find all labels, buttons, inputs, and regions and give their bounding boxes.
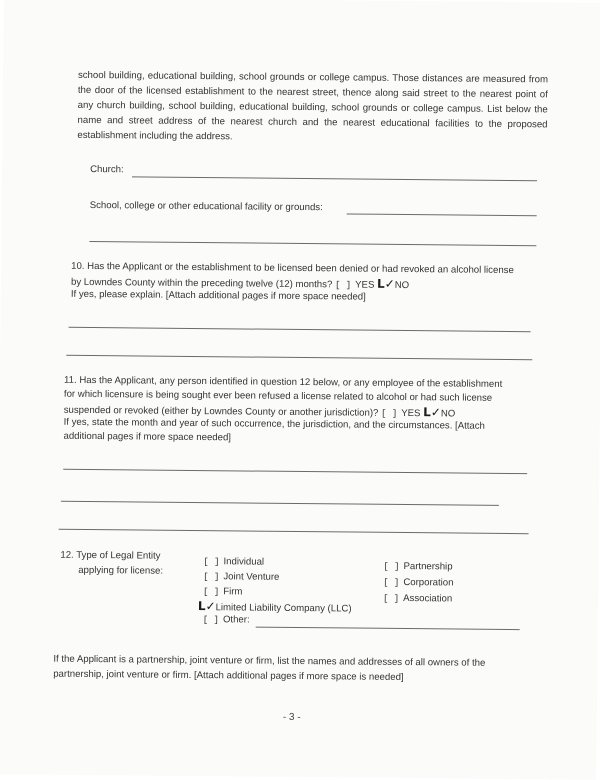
q11-no-label: NO	[440, 408, 456, 420]
q11-line5: additional pages if more space needed]	[63, 430, 232, 444]
q12-other-label: Other:	[222, 614, 250, 626]
q10-yes-label: YES	[355, 279, 375, 291]
intro-paragraph: school building, educational building, school grounds or college campus. Those distances are measured from the door of the licensed establishment to the nearest street, thence along said street to the nearest point of any church building, school building, educational building, school grounds or college campus. List below the name and street address of the nearest church and the nearest educational facilities to the proposed establishment including the address.	[77, 69, 549, 143]
school-answer-line[interactable]	[347, 213, 537, 216]
q12-other-answer-line[interactable]	[256, 627, 520, 631]
q10-line3: If yes, please explain. [Attach additional pages if more space needed]	[70, 288, 366, 303]
q11-answer-line-1[interactable]	[63, 469, 527, 474]
q11-answer-line-2[interactable]	[61, 501, 499, 506]
q12-option-individual[interactable]	[203, 555, 264, 570]
q10-no-label: NO	[394, 279, 410, 292]
q12-label-line1: 12. Type of Legal Entity	[60, 549, 161, 562]
school-answer-line-2[interactable]	[89, 241, 536, 246]
q12-llc-label: Limited Liability Company (LLC)	[215, 602, 352, 615]
church-answer-line[interactable]	[132, 176, 537, 181]
q11-yes-checkbox[interactable]: [ ]	[381, 408, 398, 419]
q12-corporation-checkbox[interactable]: [ ]	[383, 577, 400, 588]
q11-line1: 11. Has the Applicant, any person identified in question 12 below, or any employee of the establishment	[64, 374, 503, 390]
q10-yes-checkbox[interactable]: [ ]	[334, 280, 352, 291]
q10-line2-text: by Lowndes County within the preceding twelve (12) months?	[70, 276, 333, 291]
q12-option-firm[interactable]	[203, 585, 243, 599]
q12-association-checkbox[interactable]: [ ]	[382, 593, 400, 604]
q12-option-corporation[interactable]	[383, 576, 453, 591]
q11-line3-text: suspended or revoked (either by Lowndes County or another jurisdiction)?	[63, 404, 379, 419]
q11-line2: for which licensure is being sought ever been refused a license related to alcohol or had such license	[63, 388, 493, 404]
q10-answer-line-2[interactable]	[66, 355, 532, 360]
q12-individual-checkbox[interactable]: [ ]	[203, 557, 220, 568]
q12-firm-label: Firm	[223, 586, 243, 598]
q11-yes-label: YES	[401, 407, 421, 420]
q10-answer-line-1[interactable]	[69, 327, 531, 332]
q12-corporation-label: Corporation	[403, 577, 454, 589]
q12-label-line2: applying for license:	[78, 564, 164, 577]
q11-line4: If yes, state the month and year of such occurrence, the jurisdiction, and the circumstances. [Attach	[63, 416, 485, 432]
q10-line1: 10. Has the Applicant or the establishment to be licensed been denied or had revoked an alcohol license	[71, 260, 514, 277]
q12-partnership-label: Partnership	[403, 561, 453, 573]
q12-partnership-checkbox[interactable]: [ ]	[383, 561, 400, 572]
page-number: - 3 -	[282, 711, 301, 724]
q12-option-partnership[interactable]	[383, 560, 452, 575]
q12-option-association[interactable]	[383, 592, 452, 607]
q12-other-checkbox[interactable]: [ ]	[202, 615, 220, 626]
q12-firm-checkbox[interactable]: [ ]	[202, 587, 220, 598]
q12-llc-checkmark[interactable]: L✓	[197, 599, 216, 614]
church-label: Church:	[90, 163, 124, 176]
q12-individual-label: Individual	[223, 556, 265, 568]
q10-no-checkmark[interactable]: L✓	[376, 276, 395, 291]
closing-line1: If the Applicant is a partnership, joint venture or firm, list the names and addresses of all owners of the	[53, 653, 486, 669]
q12-association-label: Association	[403, 593, 453, 605]
q12-joint-venture-checkbox[interactable]: [ ]	[203, 572, 220, 583]
school-label: School, college or other educational facility or grounds:	[89, 199, 323, 214]
q11-answer-line-3[interactable]	[59, 529, 529, 535]
closing-line2: partnership, joint venture or firm. [Attach additional pages if more space is needed]	[53, 668, 404, 684]
q12-joint-venture-label: Joint Venture	[223, 571, 280, 583]
q12-option-other[interactable]	[203, 613, 250, 627]
q11-no-checkmark[interactable]: L✓	[423, 405, 441, 420]
q12-option-joint-venture[interactable]	[203, 570, 279, 585]
